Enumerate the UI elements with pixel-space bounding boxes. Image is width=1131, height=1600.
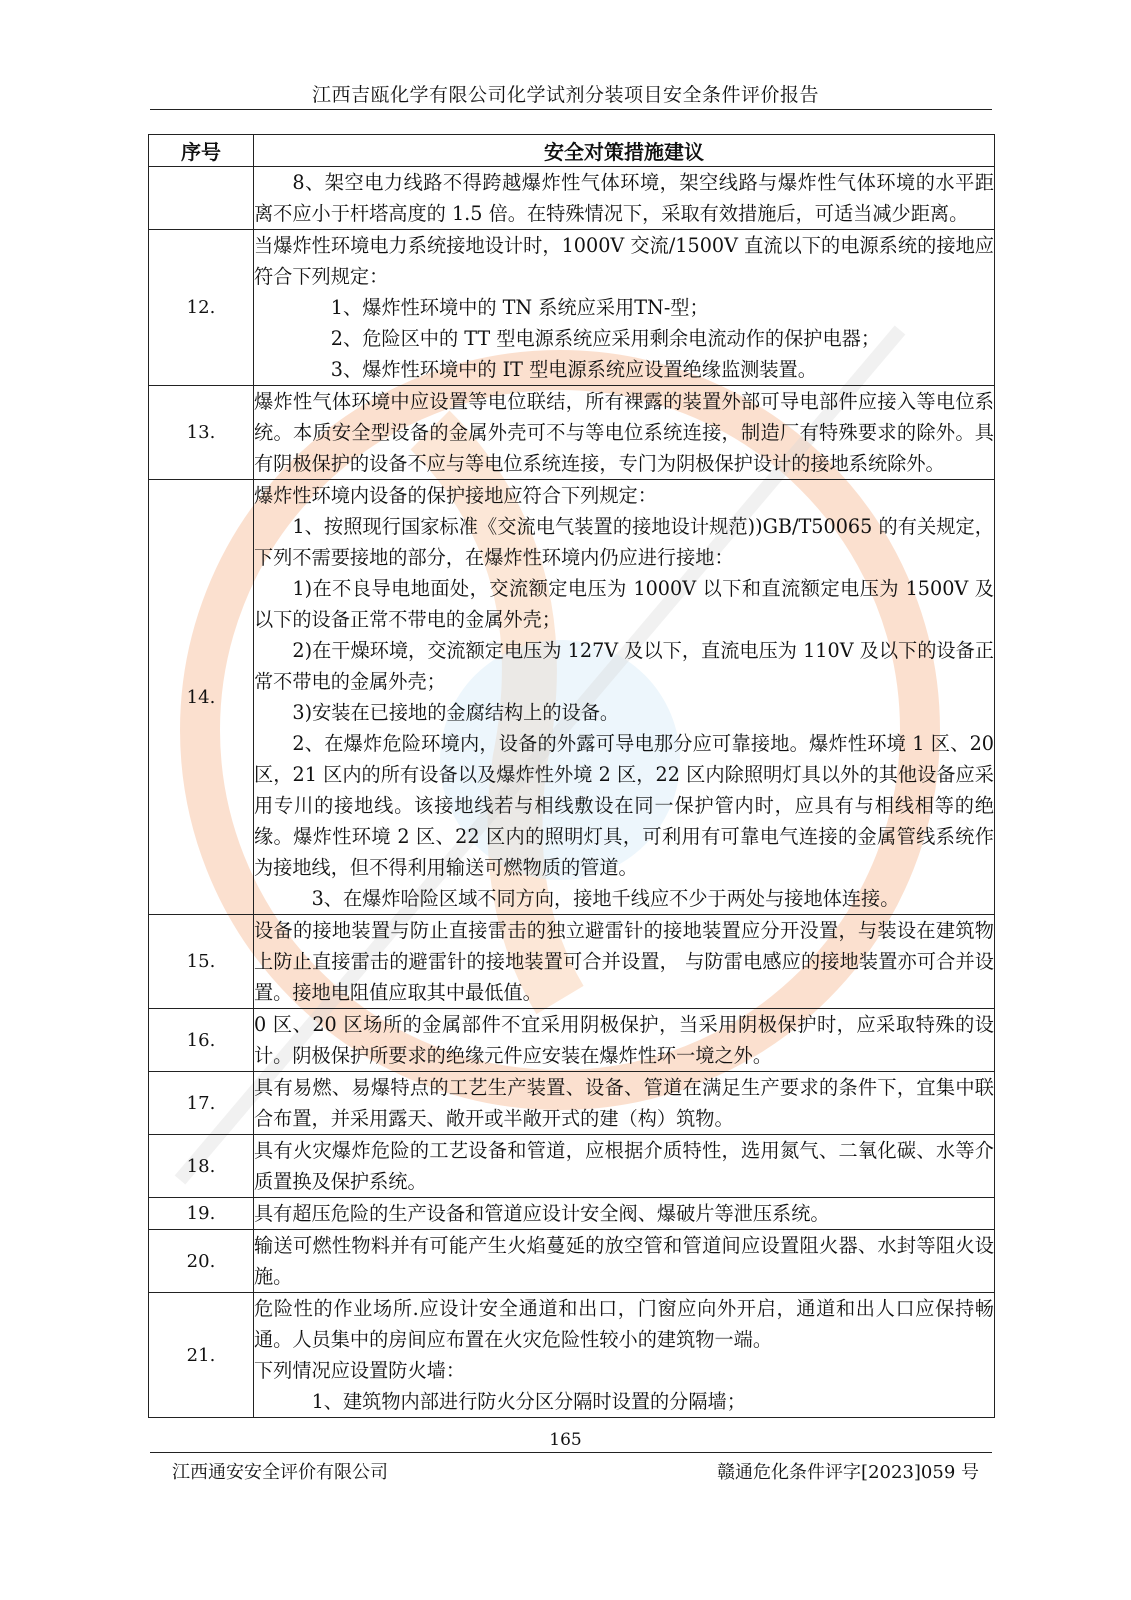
col-header-number: 序号 xyxy=(149,135,254,167)
row-content xyxy=(254,230,995,386)
paragraph: 3、爆炸性环境中的 IT 型电源系统应设置绝缘监测装置。 xyxy=(330,358,817,381)
table-row xyxy=(149,1198,995,1230)
header-rule xyxy=(150,109,992,110)
paragraph: 1、按照现行国家标准《交流电气装置的接地设计规范))GB/T50065 的有关规定，下列不需要接地的部分，在爆炸性环境内仍应进行接地： xyxy=(254,515,994,569)
col-header-measures: 安全对策措施建议 xyxy=(254,135,995,167)
row-number: 18. xyxy=(149,1135,254,1198)
row-content xyxy=(254,167,995,230)
row-content xyxy=(254,1293,995,1418)
row-content xyxy=(254,1230,995,1293)
paragraph: 危险性的作业场所.应设计安全通道和出口，门窗应向外开启，通道和出人口应保持畅通。人员集中的房间应布置在火灾危险性较小的建筑物一端。 xyxy=(254,1297,994,1351)
paragraph: 设备的接地装置与防止直接雷击的独立避雷针的接地装置应分开没置，与装设在建筑物上防止直接雷击的避雷针的接地装置可合并设置， 与防雷电感应的接地装置亦可合并设置。接地电阻值应取其中最低值。 xyxy=(254,919,994,1004)
paragraph: 输送可燃性物料并有可能产生火焰蔓延的放空管和管道间应设置阻火器、水封等阻火设施。 xyxy=(254,1234,994,1288)
table-row xyxy=(149,480,995,915)
footer-doc-number: 赣通危化条件评字[2023]059 号 xyxy=(717,1462,979,1483)
paragraph: 3)安装在已接地的金腐结构上的设备。 xyxy=(292,701,620,724)
footer-rule xyxy=(150,1452,992,1453)
paragraph: 爆炸性气体环境中应设置等电位联结，所有裸露的装置外部可导电部件应接入等电位系统。本质安全型设备的金属外壳可不与等电位系统连接，制造厂有特殊要求的除外。具有阴极保护的设备不应与等电位系统连接，专门为阴极保护设计的接地系统除外。 xyxy=(254,390,994,475)
paragraph: 8、架空电力线路不得跨越爆炸性气体环境，架空线路与爆炸性气体环境的水平距离不应小于杆塔高度的 1.5 倍。在特殊情况下，采取有效措施后，可适当减少距离。 xyxy=(254,171,994,225)
report-title: 江西吉瓯化学有限公司化学试剂分装项目安全条件评价报告 xyxy=(311,84,819,106)
table-row xyxy=(149,386,995,480)
page-number: 165 xyxy=(549,1430,582,1450)
row-content xyxy=(254,915,995,1009)
paragraph: 1)在不良导电地面处，交流额定电压为 1000V 以下和直流额定电压为 1500V 及以下的设备正常不带电的金属外壳； xyxy=(254,577,994,631)
table-row xyxy=(149,230,995,386)
row-number: 15. xyxy=(149,915,254,1009)
row-content xyxy=(254,1135,995,1198)
table-row xyxy=(149,1072,995,1135)
table-row xyxy=(149,1009,995,1072)
row-number: 17. xyxy=(149,1072,254,1135)
row-number: 13. xyxy=(149,386,254,480)
row-number: 14. xyxy=(149,480,254,915)
row-number xyxy=(149,167,254,230)
table-row xyxy=(149,1293,995,1418)
row-number: 20. xyxy=(149,1230,254,1293)
row-number: 12. xyxy=(149,230,254,386)
paragraph: 具有火灾爆炸危险的工艺设备和管道，应根据介质特性，选用氮气、二氧化碳、水等介质置换及保护系统。 xyxy=(254,1139,994,1193)
row-number: 16. xyxy=(149,1009,254,1072)
paragraph: 爆炸性环境内设备的保护接地应符合下列规定： xyxy=(254,484,657,507)
paragraph: 下列情况应设置防火墙： xyxy=(254,1359,466,1382)
row-content xyxy=(254,386,995,480)
paragraph: 当爆炸性环境电力系统接地设计时，1000V 交流/1500V 直流以下的电源系统的接地应符合下列规定： xyxy=(254,234,994,288)
footer-company: 江西通安安全评价有限公司 xyxy=(172,1462,388,1483)
row-content xyxy=(254,1198,995,1230)
table-row xyxy=(149,167,995,230)
paragraph: 2、危险区中的 TT 型电源系统应采用剩余电流动作的保护电器； xyxy=(330,327,881,350)
paragraph: 2)在干燥环境，交流额定电压为 127V 及以下，直流电压为 110V 及以下的设备正常不带电的金属外壳； xyxy=(254,639,994,693)
paragraph: 具有易燃、易爆特点的工艺生产装置、设备、管道在满足生产要求的条件下，宜集中联合布置，并采用露天、敞开或半敞开式的建（构）筑物。 xyxy=(254,1076,994,1130)
paragraph: 0 区、20 区场所的金属部件不宜采用阴极保护，当采用阴极保护时，应采取特殊的设计。阴极保护所要求的绝缘元件应安装在爆炸性环一境之外。 xyxy=(254,1013,994,1067)
table-row xyxy=(149,1135,995,1198)
row-number: 21. xyxy=(149,1293,254,1418)
table-row xyxy=(149,1230,995,1293)
paragraph: 2、在爆炸危险环境内，设备的外露可导电那分应可靠接地。爆炸性环境 1 区、20 区，21 区内的所有设备以及爆炸性外境 2 区，22 区内除照明灯具以外的其他设备应采用专川的接地线。该接地线若与相线敷设在同一保护管内时，应具有与相线相等的绝缘。爆炸性环境 2 区、22 区内的照明灯具，可利用有可靠电气连接的金属管线系统作为接地线，但不得利用输送可燃物质的管道。 xyxy=(254,732,994,879)
table-row xyxy=(149,915,995,1009)
paragraph: 1、建筑物内部进行防火分区分隔时设置的分隔墙； xyxy=(311,1390,746,1413)
row-content xyxy=(254,1072,995,1135)
row-content xyxy=(254,480,995,915)
row-content xyxy=(254,1009,995,1072)
measures-table xyxy=(148,134,995,1418)
table-header-row xyxy=(149,135,995,167)
paragraph: 1、爆炸性环境中的 TN 系统应采用TN-型； xyxy=(330,296,709,319)
paragraph: 具有超压危险的生产设备和管道应设计安全阀、爆破片等泄压系统。 xyxy=(254,1202,830,1225)
row-number: 19. xyxy=(149,1198,254,1230)
paragraph: 3、在爆炸哈险区域不同方向，接地千线应不少于两处与接地体连接。 xyxy=(311,887,900,910)
